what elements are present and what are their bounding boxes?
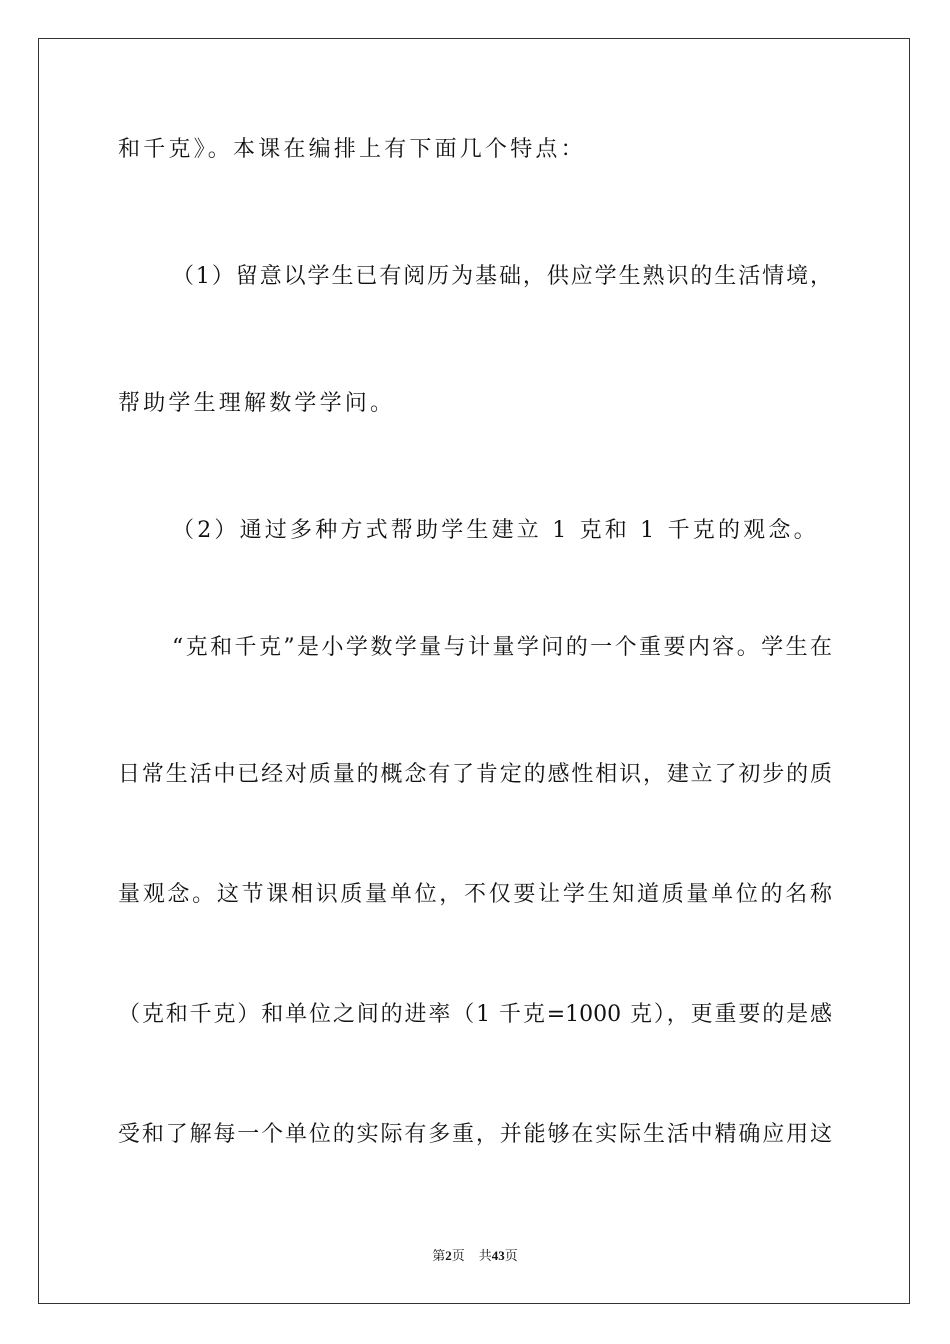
footer-total-prefix: 共 bbox=[478, 1248, 492, 1263]
footer-page-current: 2 bbox=[445, 1248, 452, 1263]
paragraph-line-8: （克和千克）和单位之间的进率（1 千克=1000 克），更重要的是感 bbox=[118, 1002, 832, 1027]
footer-page-prefix: 第 bbox=[432, 1248, 446, 1263]
page-footer bbox=[0, 1247, 950, 1265]
paragraph-line-2: （1）留意以学生已有阅历为基础，供应学生熟识的生活情境， bbox=[172, 264, 832, 289]
paragraph-line-1: 和千克》。本课在编排上有下面几个特点： bbox=[118, 137, 586, 162]
paragraph-line-9: 受和了解每一个单位的实际有多重，并能够在实际生活中精确应用这 bbox=[118, 1122, 832, 1147]
footer-total-suffix: 页 bbox=[504, 1248, 518, 1263]
page-border bbox=[38, 38, 910, 1304]
footer-page-suffix: 页 bbox=[451, 1248, 465, 1263]
paragraph-line-6: 日常生活中已经对质量的概念有了肯定的感性相识，建立了初步的质 bbox=[118, 762, 832, 787]
footer-page-total: 43 bbox=[491, 1248, 505, 1263]
paragraph-line-4: （2）通过多种方式帮助学生建立 1 克和 1 千克的观念。 bbox=[172, 518, 819, 543]
paragraph-line-3: 帮助学生理解数学学问。 bbox=[118, 391, 396, 416]
paragraph-line-5: “克和千克”是小学数学量与计量学问的一个重要内容。学生在 bbox=[172, 635, 832, 660]
paragraph-line-7: 量观念。这节课相识质量单位，不仅要让学生知道质量单位的名称 bbox=[118, 882, 832, 907]
